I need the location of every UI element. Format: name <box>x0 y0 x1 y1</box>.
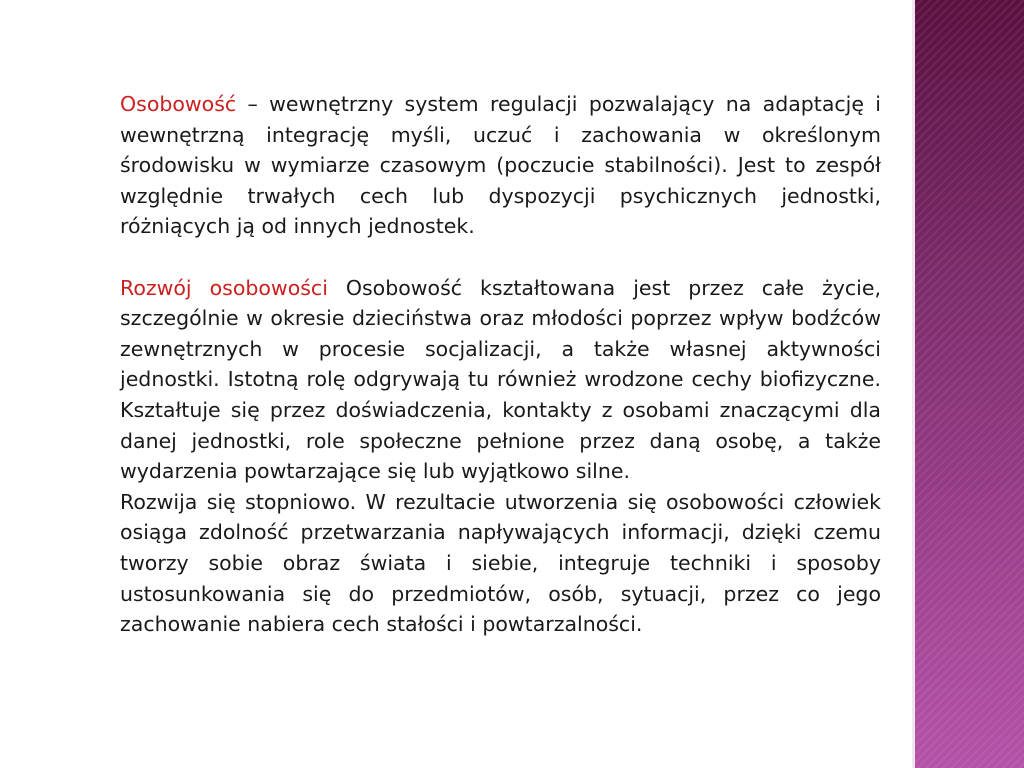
definition-text: – wewnętrzny system regulacji pozwalający na adaptację i wewnętrzną integrację myśli, uczuć i zachowania w określonym środowisku w wymiarze czasowym (poczucie stabilności). Jest to zespół względnie trwałych cech lub dyspozycji psychicznych jednostki, różniących ją od innych jednostek. <box>120 92 881 239</box>
continuation-paragraph: Rozwija się stopniowo. W rezultacie utworzenia się osobowości człowiek osiąga zdolność przetwarzania napływających informacji, dzięki czemu tworzy sobie obraz świata i siebie, integruje techniki i sposoby ustosunkowania się do przedmiotów, osób, sytuacji, przez co jego zachowanie nabiera cech stałości i powtarzalności. <box>120 489 881 637</box>
definition-paragraph <box>120 89 881 242</box>
development-term: Rozwój osobowości <box>120 275 328 300</box>
slide-content <box>120 89 881 640</box>
definition-term: Osobowość <box>120 92 237 116</box>
development-text: Osobowość kształtowana jest przez całe życie, szczególnie w okresie dzieciństwa oraz młodości poprzez wpływ bodźców zewnętrznych w procesie socjalizacji, a także własnej aktywności jednostki. Istotną rolę odgrywają tu również wrodzone cechy biofizyczne. Kształtuje się przez doświadczenia, kontakty z osobami znaczącymi dla danej jednostki, role społeczne pełnione przez daną osobę, a także wydarzenia powtarzające się lub wyjątkowo silne. <box>120 275 881 484</box>
diagonal-stripes-pattern <box>912 0 1024 768</box>
decorative-side-bar <box>912 0 1024 768</box>
side-bar-edge <box>912 0 915 768</box>
development-paragraph <box>120 273 881 487</box>
